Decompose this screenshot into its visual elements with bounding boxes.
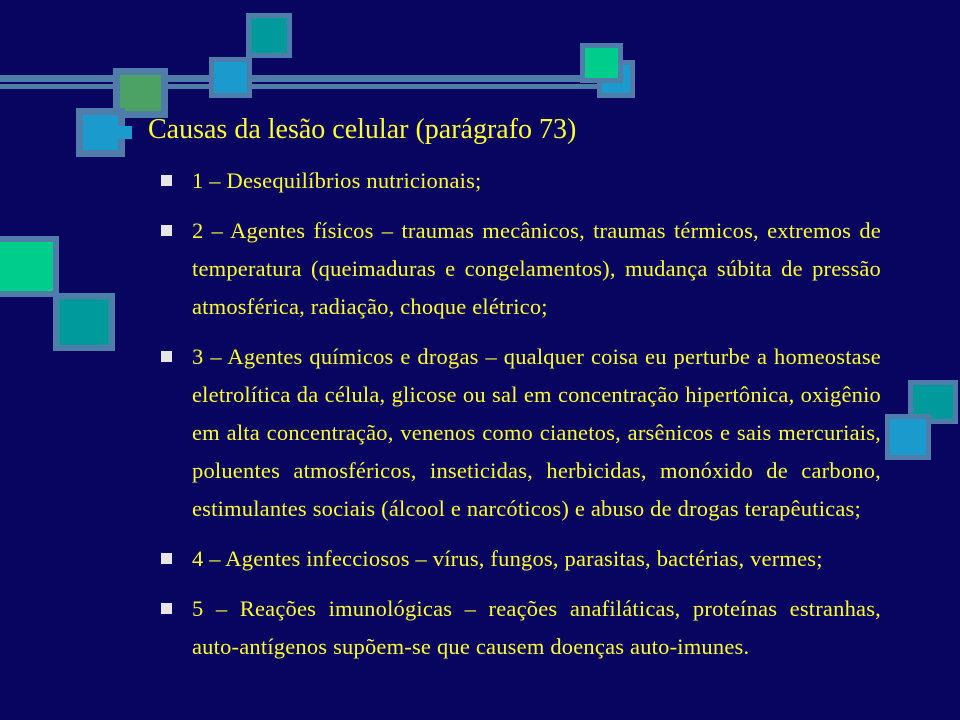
bullet-text: 3 – Agentes químicos e drogas – qualquer coisa eu perturbe a homeostase eletrolítica da célula, glicose ou sal em concentração hipertônica, oxigênio em alta concentração, venenos como cianetos, arsênicos e sais mercuriais, poluentes atmosféricos, inseticidas, herbicidas, monóxido de carbono, estimulantes sociais (álcool e narcóticos) e abuso de drogas terapêuticas; <box>192 344 881 521</box>
decor-square-blue-right <box>885 414 931 460</box>
bullet-text: 1 – Desequilíbrios nutricionais; <box>192 168 482 193</box>
bullet-square-icon <box>161 175 172 186</box>
decor-square-green-rule-end <box>580 43 623 83</box>
bullet-square-icon <box>161 351 172 362</box>
bullet-text: 5 – Reações imunológicas – reações anafiláticas, proteínas estranhas, auto-antígenos supõem-se que causem doenças auto-imunes. <box>192 596 881 659</box>
horizontal-rule-top <box>0 75 608 82</box>
list-item <box>192 540 881 578</box>
slide-title: Causas da lesão celular (parágrafo 73) <box>148 114 577 145</box>
decor-square-green-left <box>0 236 59 297</box>
decor-square-teal-upper <box>246 13 292 58</box>
list-item <box>192 212 881 326</box>
decor-square-teal-left <box>53 293 115 351</box>
bullet-square-icon <box>161 553 172 564</box>
slide-body <box>192 162 881 678</box>
decor-square-blue-upper <box>209 57 252 98</box>
bullet-text: 2 – Agentes físicos – traumas mecânicos, traumas térmicos, extremos de temperatura (queimaduras e congelamentos), mudança súbita de pressão atmosférica, radiação, choque elétrico; <box>192 218 881 319</box>
horizontal-rule-bottom <box>0 84 608 89</box>
bullet-square-icon <box>161 603 172 614</box>
list-item <box>192 338 881 528</box>
bullet-square-icon <box>161 225 172 236</box>
list-item <box>192 590 881 666</box>
title-bullet-square <box>117 126 132 139</box>
bullet-text: 4 – Agentes infecciosos – vírus, fungos, parasitas, bactérias, vermes; <box>192 546 823 571</box>
list-item <box>192 162 881 200</box>
